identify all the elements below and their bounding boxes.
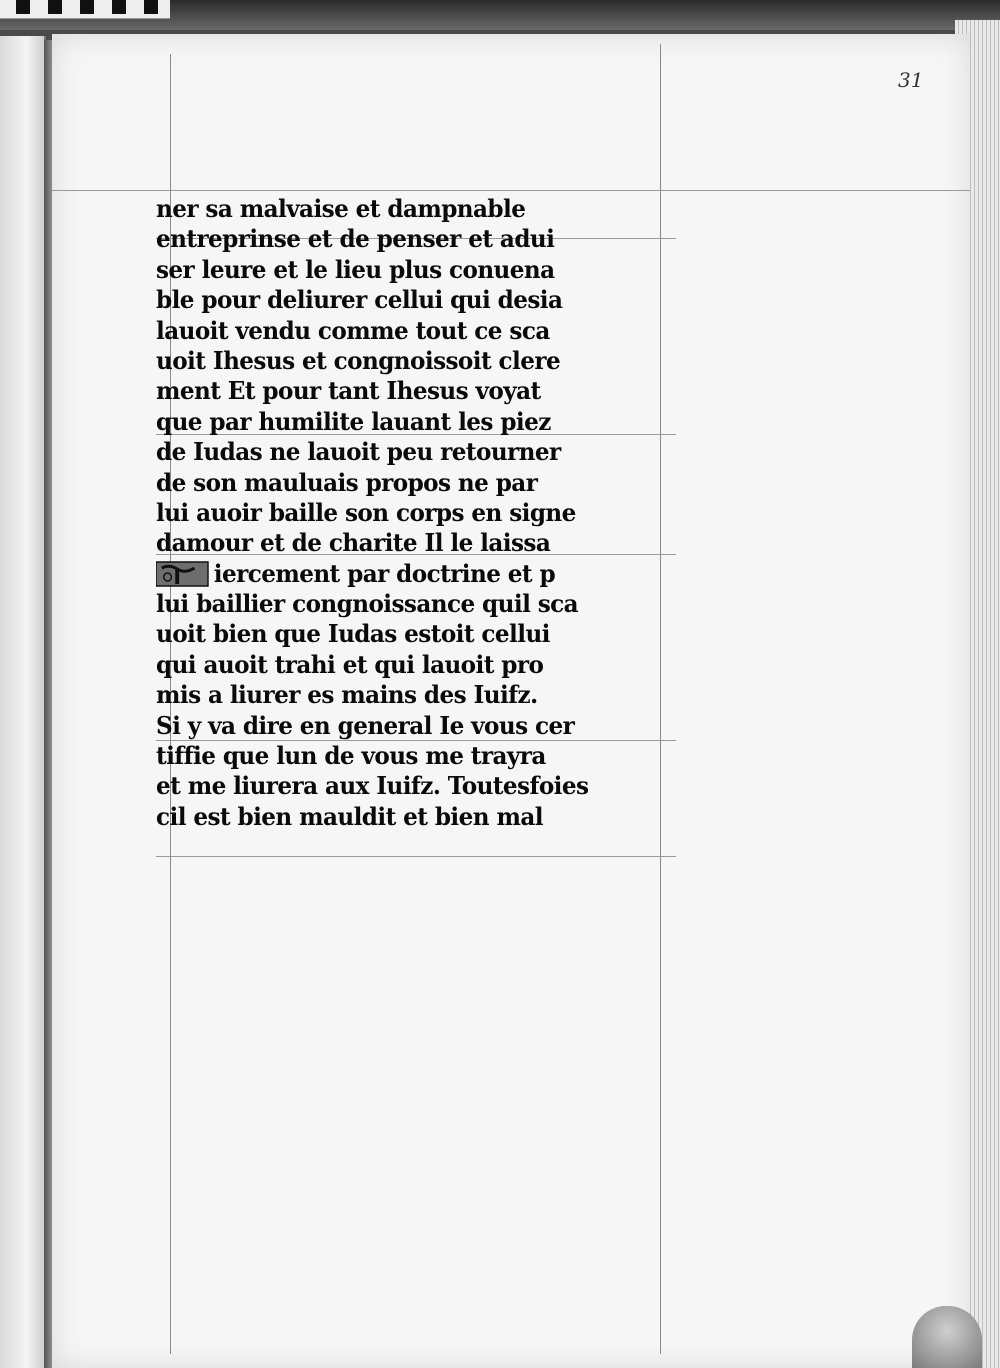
text-line: uoit Ihesus et congnoissoit clere bbox=[156, 345, 561, 375]
initial-line-text: iercement par doctrine et p bbox=[213, 558, 556, 588]
text-line: tiffie que lun de vous me trayra bbox=[156, 741, 546, 771]
text-line: de Iudas ne lauoit peu retourner bbox=[156, 437, 561, 467]
text-line: ment Et pour tant Ihesus voyat bbox=[156, 376, 541, 406]
thumb bbox=[912, 1306, 982, 1368]
color-calibration-ruler bbox=[0, 0, 170, 19]
text-line: entreprinse et de penser et adui bbox=[156, 224, 555, 254]
text-line: damour et de charite Il le laissa bbox=[156, 528, 551, 558]
text-line: de son mauluais propos ne par bbox=[156, 467, 538, 497]
ruling-line bbox=[156, 856, 676, 857]
folio-number: 31 bbox=[898, 68, 924, 92]
facing-page-edge bbox=[0, 36, 46, 1368]
text-line: Si y va dire en general Ie vous cer bbox=[156, 710, 575, 740]
text-line: cil est bien mauldit et bien mal bbox=[156, 801, 543, 831]
text-line: lui auoir baille son corps en signe bbox=[156, 497, 576, 527]
text-line: que par humilite lauant les piez bbox=[156, 406, 551, 436]
text-line-with-initial bbox=[156, 559, 676, 589]
ruling-line-top bbox=[52, 190, 970, 191]
manuscript-page bbox=[52, 34, 970, 1368]
text-line: ner sa malvaise et dampnable bbox=[156, 194, 526, 223]
text-line: uoit bien que Iudas estoit cellui bbox=[156, 619, 550, 649]
text-line: qui auoit trahi et qui lauoit pro bbox=[156, 649, 544, 679]
text-block bbox=[156, 194, 696, 832]
text-line: ble pour deliurer cellui qui desia bbox=[156, 285, 563, 315]
text-line: mis a liurer es mains des Iuifz. bbox=[156, 680, 538, 710]
text-line: lui baillier congnoissance quil sca bbox=[156, 589, 579, 619]
text-line: lauoit vendu comme tout ce sca bbox=[156, 315, 550, 345]
decorated-initial bbox=[156, 560, 210, 586]
text-line: et me liurera aux Iuifz. Toutesfoies bbox=[156, 771, 589, 801]
text-line: ser leure et le lieu plus conuena bbox=[156, 254, 555, 284]
